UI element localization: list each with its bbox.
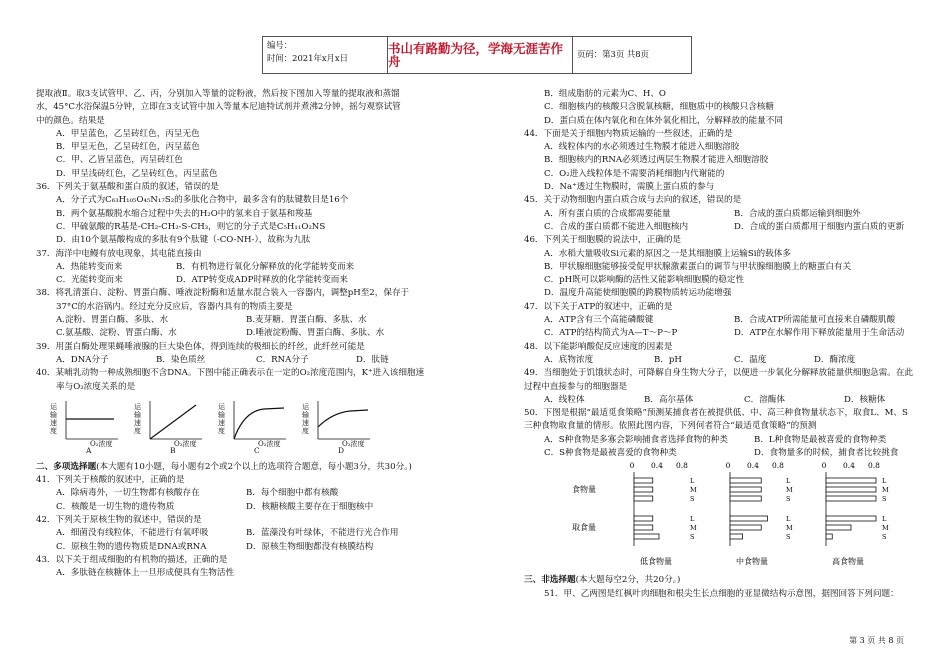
chart-row-label: 食物量 bbox=[572, 485, 596, 495]
q38-stem: 38．将乳清蛋白、淀粉、胃蛋白酶、唾液淀粉酶和适量水混合装入一容器内，调整pH至2，保存于 bbox=[36, 288, 410, 299]
chart-bar bbox=[634, 487, 653, 492]
q47-option: A．ATP含有三个高能磷酸键 bbox=[544, 315, 654, 326]
q46-option: D．温度升高能使细胞膜的跨膜物质转运功能增强 bbox=[544, 288, 732, 299]
chart-category-label: S bbox=[786, 533, 791, 542]
graph-ylabel: 运输速度 bbox=[50, 402, 57, 435]
q47-option: B．合成ATP所需能量可直接来自磷酸肌酸 bbox=[734, 315, 896, 326]
section-3-title: 三、非选择题 bbox=[524, 575, 576, 586]
chart-tick-label: 0.4 bbox=[747, 461, 759, 471]
chart-tick-label: 0 bbox=[821, 461, 827, 471]
chart-category-label: M bbox=[786, 486, 793, 495]
q49-option: C．溶酶体 bbox=[744, 394, 785, 405]
q46-option: B．甲状腺细胞能够接受促甲状腺激素蛋白的调节与甲状腺细胞膜上的糖蛋白有关 bbox=[544, 261, 852, 272]
food-chart bbox=[572, 460, 912, 572]
chart-tick-label: 0.8 bbox=[772, 461, 784, 471]
chart-bar bbox=[730, 478, 761, 483]
food-chart-plot bbox=[572, 460, 912, 572]
q37-options bbox=[36, 261, 506, 274]
chart-category-label: S bbox=[690, 533, 695, 542]
chart-bar bbox=[826, 487, 876, 492]
q50-options bbox=[524, 447, 919, 460]
chart-bar bbox=[634, 534, 659, 539]
q44-option: B．细胞核内的RNA必须透过两层生物膜才能进入细胞溶胶 bbox=[544, 155, 769, 166]
q50-option: A．S种食物是多寡会影响捕食者选择食物的种类 bbox=[544, 434, 728, 445]
chart-category-label: M bbox=[786, 524, 793, 533]
q37-options bbox=[36, 274, 506, 287]
q45-options bbox=[524, 221, 919, 234]
chart-bar bbox=[730, 487, 761, 492]
chart-category-label: L bbox=[882, 515, 887, 524]
chart-tick-label: 0 bbox=[629, 461, 635, 471]
chart-category-label: L bbox=[690, 477, 695, 486]
q50-stem: 50．下图是根据“最适觅食策略”预测某捕食者在被提供低、中、高三种食物量状态下，取食L、M、S bbox=[524, 408, 908, 419]
chart-bar bbox=[634, 478, 653, 483]
chart-bar bbox=[826, 496, 876, 501]
chart-category-label: S bbox=[882, 533, 887, 542]
chart-tick-label: 0.8 bbox=[676, 461, 688, 471]
q45-option: B．合成的蛋白质都运输到细胞外 bbox=[734, 208, 861, 219]
chart-panel-label: 中食物量 bbox=[736, 557, 768, 567]
q35-line: 提取液Ⅱ。取3支试管甲、乙、丙，分别加入等量的淀粉液，然后按下图加入等量的提取液和蒸馏 bbox=[36, 89, 400, 99]
q44-option: C．O₂进入线粒体是不需要消耗细胞内代谢能的 bbox=[544, 168, 725, 179]
chart-category-label: M bbox=[882, 486, 889, 495]
page-footer: 第 3 页 共 8 页 bbox=[849, 636, 904, 645]
graph-b-curve bbox=[150, 405, 196, 439]
q48-stem: 48．以下能影响酸促反应速度的因素是 bbox=[524, 341, 673, 352]
header-meta bbox=[263, 37, 388, 73]
q43-option: C．细胞核内的核酸只含脱氧核糖，细胞质中的核酸只含核糖 bbox=[544, 102, 775, 113]
graph-caption: D bbox=[338, 445, 345, 455]
q41-options bbox=[36, 487, 506, 500]
q38-option: B.麦芽糖、胃蛋白酶、多肽、水 bbox=[246, 315, 367, 326]
q43-stem: 43．以下关于组成细胞的有机物的描述，正确的是 bbox=[36, 554, 228, 565]
q37-option: C．光能转变而来 bbox=[56, 275, 123, 286]
chart-category-label: S bbox=[690, 495, 695, 504]
graph-ylabel: 运输速度 bbox=[134, 402, 141, 435]
chart-category-label: M bbox=[690, 486, 697, 495]
q37-stem: 37．海洋中电鳗有放电现象，其电能直接由 bbox=[36, 248, 202, 259]
q42-options bbox=[36, 527, 506, 540]
q45-option: D．合成的蛋白质都用于细胞内蛋白质的更新 bbox=[734, 221, 905, 232]
q50-stem: 三种食物取食量的情形。依照此图内容，下列何者符合“最适觅食策略”的预测 bbox=[524, 421, 817, 432]
q42-option: D．原核生物细胞都没有核膜结构 bbox=[246, 541, 374, 552]
q45-options bbox=[524, 208, 919, 221]
q45-option: A．所有蛋白质的合成都需要能量 bbox=[544, 208, 671, 219]
q42-stem: 42．下列关于原核生物的叙述中，错误的是 bbox=[36, 515, 202, 526]
q42-option: B．蓝藻没有叶绿体，不能进行光合作用 bbox=[246, 528, 399, 539]
q36-option: C．甲硫氨酸的R基是-CH₂-CH₂-S-CH₃，则它的分子式是C₅H₁₁O₂NS bbox=[56, 221, 326, 232]
chart-bar bbox=[634, 496, 653, 501]
q36-option: D．由10个氨基酸构成的多肽有9个肽键（-CO-NH-），故称为九肽 bbox=[56, 235, 311, 246]
q35-option: A．甲呈蓝色，乙呈砖红色，丙呈无色 bbox=[56, 128, 200, 139]
graph-c-curve bbox=[234, 408, 284, 439]
section-2-title: 二、多项选择题 bbox=[36, 461, 97, 472]
q49-option: B．高尔基体 bbox=[644, 394, 694, 405]
q50-options bbox=[524, 434, 919, 447]
q39-options bbox=[36, 354, 506, 367]
chart-bar bbox=[634, 525, 653, 530]
chart-category-label: L bbox=[882, 477, 887, 486]
q47-option: C．ATP的结构简式为A—T～P～P bbox=[544, 328, 678, 339]
q42-options bbox=[36, 541, 506, 554]
graph-xlabel: O₂浓度 bbox=[342, 439, 365, 448]
q50-option: C．S种食物是最被喜爱的食物种类 bbox=[544, 448, 677, 459]
q49-stem: 49．当细胞处于饥饿状态时，可降解自身生物大分子，以便进一步氧化分解释放能量供细胞急需。在此 bbox=[524, 368, 914, 379]
q48-option: B．pH bbox=[654, 354, 682, 365]
q41-options bbox=[36, 501, 506, 514]
section-3-heading bbox=[524, 574, 919, 587]
q35-line: 中的颜色。结果是 bbox=[36, 115, 105, 126]
chart-category-label: M bbox=[882, 524, 889, 533]
chart-bar bbox=[634, 516, 653, 521]
q39-option: C．RNA分子 bbox=[256, 354, 309, 365]
q41-option: B．每个细胞中都有核酸 bbox=[246, 488, 339, 499]
q37-option: A．热能转变而来 bbox=[56, 261, 123, 272]
q41-option: D．核糖核酸主要存在于细胞核中 bbox=[246, 501, 374, 512]
chart-tick-label: 0 bbox=[725, 461, 731, 471]
q45-stem: 45．关于动物细胞内蛋白质合成与去向的叙述，错误的是 bbox=[524, 195, 742, 206]
chart-tick-label: 0.8 bbox=[868, 461, 880, 471]
chart-bar bbox=[826, 525, 851, 530]
chart-bar bbox=[730, 534, 743, 539]
q42-option: A．细菌没有线粒体，不能进行有氧呼吸 bbox=[56, 528, 209, 539]
graph-d bbox=[302, 397, 372, 455]
graph-d-curve bbox=[318, 410, 368, 427]
q39-stem: 39．用蛋白酶处理果蝇唾液腺的巨大染色体，得到连续的极细长的纤丝，此纤丝可能是 bbox=[36, 341, 365, 352]
q44-option: D．Na⁺透过生物膜时，需膜上蛋白质的参与 bbox=[544, 182, 715, 193]
graph-xlabel: O₂浓度 bbox=[258, 439, 281, 448]
graph-caption: C bbox=[254, 445, 260, 455]
chart-bar bbox=[730, 496, 761, 501]
header-motto: 书山有路勤为径，学海无涯苦作舟 bbox=[388, 37, 573, 73]
chart-category-label: L bbox=[786, 477, 791, 486]
section-2-heading bbox=[36, 461, 506, 474]
q37-option: D．ATP转变成ADP时释放的化学能转变而来 bbox=[176, 275, 348, 286]
graph-xlabel: O₂浓度 bbox=[90, 439, 113, 448]
q35-option: C．甲、乙皆呈蓝色，丙呈砖红色 bbox=[56, 155, 183, 166]
chart-row-label: 取食量 bbox=[572, 523, 596, 533]
q39-option: D．肽链 bbox=[356, 354, 389, 365]
graph-ylabel: 运输速度 bbox=[302, 402, 309, 435]
q37-option: B．有机物进行氧化分解释放的化学能转变而来 bbox=[176, 261, 355, 272]
q41-option: A．除病毒外，一切生物都有核酸存在 bbox=[56, 488, 200, 499]
q35-option: D．甲呈浅砖红色，乙呈砖红色，丙呈蓝色 bbox=[56, 168, 218, 179]
chart-tick-label: 0.4 bbox=[651, 461, 663, 471]
q41-stem: 41．下列关于核酸的叙述中，正确的是 bbox=[36, 475, 185, 486]
chart-bar bbox=[826, 478, 876, 483]
graph-a bbox=[50, 397, 120, 455]
right-column bbox=[524, 88, 919, 601]
graph-caption: B bbox=[170, 445, 176, 455]
q36-option: B．两个氨基酸脱水缩合过程中失去的H₂O中的氢来自于氨基和羧基 bbox=[56, 208, 313, 219]
graph-caption: A bbox=[86, 445, 92, 455]
chart-bar bbox=[826, 516, 876, 521]
q35-option: B．甲呈无色，乙呈砖红色，丙呈蓝色 bbox=[56, 142, 200, 153]
chart-bar bbox=[730, 525, 761, 530]
q48-option: A．底物浓度 bbox=[544, 354, 594, 365]
left-column bbox=[36, 88, 506, 581]
q38-options bbox=[36, 314, 506, 327]
q47-options bbox=[524, 327, 919, 340]
section-2-desc: (本大题有10小题，每小题有2个或2个以上的选项符合题意，每小题3分，共30分。) bbox=[96, 461, 412, 472]
chart-bar bbox=[826, 534, 832, 539]
graph-xlabel: O₂浓度 bbox=[174, 439, 197, 448]
number-label: 编号： bbox=[267, 40, 293, 50]
q43-option: B．组成脂肪的元素为C、H、O bbox=[544, 89, 666, 99]
graph-c bbox=[218, 397, 288, 455]
q35-line: 水，45°C水浴保温5分钟，立即在3支试管中加入等量本尼迪特试剂并煮沸2分钟，摇匀观察试管 bbox=[36, 102, 401, 113]
q50-option: B．L种食物是最被喜爱的食物种类 bbox=[754, 434, 887, 445]
chart-category-label: S bbox=[882, 495, 887, 504]
q38-options bbox=[36, 327, 506, 340]
q38-option: C.氨基酸、淀粉、胃蛋白酶、水 bbox=[56, 328, 177, 339]
q48-option: D．酶浓度 bbox=[814, 354, 856, 365]
q38-stem: 37°C的水浴锅内。经过充分反应后，容器内具有的物质主要是 bbox=[56, 301, 293, 312]
q46-option: A．水稻大量吸收Si元素的原因之一是其细胞膜上运输Si的载体多 bbox=[544, 248, 791, 259]
q51-stem: 51．甲、乙两图是红枫叶肉细胞和根尖生长点细胞的亚显微结构示意图，据图回答下列问题： bbox=[544, 588, 899, 599]
chart-category-label: L bbox=[690, 515, 695, 524]
q46-option: C．pH既可以影响酶的活性又能影响细胞膜的稳定性 bbox=[544, 275, 745, 286]
q46-stem: 46．下列关于细胞膜的说法中，正确的是 bbox=[524, 235, 682, 246]
q45-option: C．合成的蛋白质都不能进入细胞核内 bbox=[544, 221, 689, 232]
page-header bbox=[262, 36, 692, 74]
q36-stem: 36．下列关于氨基酸和蛋白质的叙述，错误的是 bbox=[36, 182, 219, 193]
q36-option: A．分子式为C₆₃H₁₀₅O₄₅N₁₇S₂的多肽化合物中，最多含有的肽键数目是16个 bbox=[56, 195, 349, 206]
chart-category-label: L bbox=[786, 515, 791, 524]
q39-option: B．染色质丝 bbox=[156, 354, 206, 365]
q49-options bbox=[524, 394, 919, 407]
chart-category-label: S bbox=[786, 495, 791, 504]
q47-stem: 47．以下关于ATP的叙述中，正确的是 bbox=[524, 301, 673, 312]
q41-option: C．核酸是一切生物的遗传物质 bbox=[56, 501, 175, 512]
q48-options bbox=[524, 354, 919, 367]
q49-option: A．线粒体 bbox=[544, 394, 585, 405]
q47-options bbox=[524, 314, 919, 327]
q40-stem: 40．某哺乳动物一种成熟细胞不含DNA。下图中能正确表示在一定的O₂浓度范围内，K⁺进入该细胞速 bbox=[36, 368, 425, 379]
q48-option: C．温度 bbox=[734, 354, 767, 365]
q40-graphs bbox=[50, 397, 506, 455]
q42-option: C．原核生物的遗传物质是DNA或RNA bbox=[56, 541, 207, 552]
graph-b bbox=[134, 397, 204, 455]
q40-stem: 率与O₂浓度关系的是 bbox=[56, 381, 136, 392]
q43-option: A．多肽链在核糖体上一旦形成便具有生物活性 bbox=[56, 568, 235, 579]
q50-option: D．食物量多的时候，捕食者比较挑食 bbox=[754, 448, 899, 459]
q43-option: D．蛋白质在体内氧化和在体外氧化相比，分解释放的能量不同 bbox=[544, 115, 783, 126]
chart-bar bbox=[730, 516, 768, 521]
q44-stem: 44．下面是关于细胞内物质运输的一些叙述，正确的是 bbox=[524, 128, 733, 139]
q38-option: D.唾液淀粉酶、胃蛋白酶、多肽、水 bbox=[246, 328, 385, 339]
page-label: 页码：第3页 共8页 bbox=[577, 49, 649, 60]
chart-panel-label: 高食物量 bbox=[832, 557, 864, 567]
q47-option: D．ATP在水解作用下释放能量用于生命活动 bbox=[734, 328, 905, 339]
chart-panel-label: 低食物量 bbox=[640, 557, 672, 567]
time-label: 时间：2021年x月x日 bbox=[267, 53, 349, 63]
q39-option: A．DNA分子 bbox=[56, 354, 109, 365]
q49-stem: 过程中直接参与的细胞器是 bbox=[524, 381, 628, 392]
graph-ylabel: 运输速度 bbox=[218, 402, 225, 435]
section-3-desc: (本大题每空2分，共20分。) bbox=[575, 575, 681, 586]
chart-category-label: M bbox=[690, 524, 697, 533]
chart-tick-label: 0.4 bbox=[843, 461, 855, 471]
q44-option: A．线粒体内的水必须透过生物膜才能进入细胞溶胶 bbox=[544, 142, 740, 153]
q49-option: D．核糖体 bbox=[844, 394, 886, 405]
q38-option: A.淀粉、胃蛋白酶、多肽、水 bbox=[56, 315, 169, 326]
